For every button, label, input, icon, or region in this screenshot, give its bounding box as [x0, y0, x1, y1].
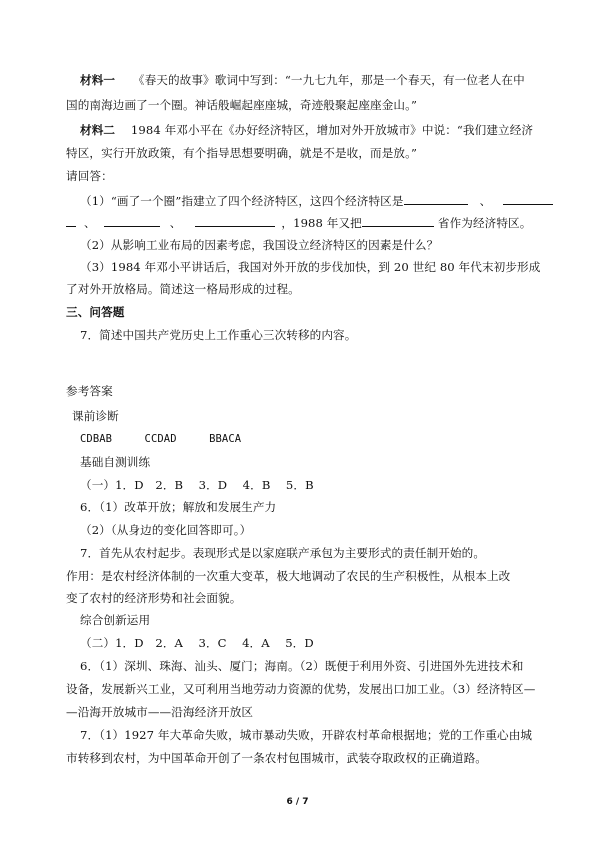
integrated-answers: （二）1．D 2．A 3．C 4．A 5．D: [80, 636, 314, 650]
integrated-heading: 综合创新运用: [80, 613, 151, 627]
question-1-text: （1）“画了一个圈”指建立了四个经济特区，这四个经济特区是: [80, 194, 404, 208]
answer-b7-line2: 市转移到农村，为中国革命开创了一条农村包围城市，武装夺取政权的正确道路。: [66, 751, 487, 765]
question-1-line1: [80, 194, 553, 208]
question-1-text-2: ，1988 年又把: [281, 216, 362, 230]
material1-text-1: 《春天的故事》歌词中写到：“一九七九年，那是一个春天，有一位老人在中: [132, 73, 525, 87]
material2-line1: [80, 123, 533, 137]
basic-test-heading: 基础自测训练: [80, 455, 151, 469]
answer-7-line3: 变了农村的经济形势和社会面貌。: [66, 591, 242, 605]
separator: 、: [479, 194, 492, 208]
material1-line2: 国的南海边画了一个圈。神话般崛起座座城，奇迹般聚起座座金山。”: [66, 98, 418, 112]
separator: 、: [169, 216, 182, 230]
answer-7-line1: 7．首先从农村起步。表现形式是以家庭联产承包为主要形式的责任制开始的。: [80, 546, 486, 560]
question-3-line1: （3）1984 年邓小平讲话后，我国对外开放的步伐加快，到 20 世纪 80 年代末初步形成: [80, 260, 541, 274]
section-heading-3: 三、问答题: [66, 305, 125, 319]
question-1-text-3: 省作为经济特区。: [437, 216, 532, 230]
material2-text-1: 1984 年邓小平在《办好经济特区，增加对外开放城市》中说：“我们建立经济: [130, 123, 534, 137]
page-number: 6 / 7: [286, 797, 309, 807]
question-7: 7．简述中国共产党历史上工作重心三次转移的内容。: [80, 328, 357, 342]
answer-6-line1: 6．（1）改革开放；解放和发展生产力: [80, 500, 277, 514]
answer-7-line2: 作用：是农村经济体制的一次重大变革，极大地调动了农民的生产积极性，从根本上改: [66, 569, 511, 583]
answer-blank-2a[interactable]: [503, 194, 553, 205]
basic-test-answers: （一）1．D 2．B 3．D 4．B 5．B: [80, 478, 314, 492]
pre-diagnosis-answers: [80, 432, 241, 446]
answer-b7-line1: 7．（1）1927 年大革命失败，城市暴动失败，开辟农村革命根据地；党的工作重心由城: [80, 728, 533, 742]
answer-b6-line2: 设备，发展新兴工业，又可利用当地劳动力资源的优势，发展出口加工业。（3）经济特区—: [66, 682, 536, 696]
answer-blank-4[interactable]: [195, 216, 275, 227]
material1-line1: [80, 73, 525, 87]
pre-diag-group-3: BBACA: [209, 433, 242, 445]
prompt-text: 请回答：: [66, 169, 113, 183]
pre-diag-group-2: CCDAD: [144, 433, 177, 445]
answer-6-line2: （2）（从身边的变化回答即可。）: [80, 523, 252, 537]
answer-b6-line1: 6．（1）深圳、珠海、汕头、厦门；海南。（2）既便于利用外资、引进国外先进技术和: [80, 659, 524, 673]
answers-heading: 参考答案: [66, 384, 113, 398]
answer-blank-5[interactable]: [362, 216, 434, 227]
pre-diagnosis-heading: 课前诊断: [72, 409, 119, 423]
question-2: （2）从影响工业布局的因素考虑，我国设立经济特区的因素是什么？: [80, 238, 439, 252]
separator: 、: [84, 216, 96, 230]
answer-blank-2b[interactable]: [66, 216, 76, 227]
question-1-line2: [66, 216, 531, 230]
material2-label: 材料二: [80, 123, 116, 137]
material2-line2: 特区，实行开放政策，有个指导思想要明确，就是不是收，而是放。”: [66, 146, 418, 160]
question-3-line2: 了对外开放格局。简述这一格局形成的过程。: [66, 282, 300, 296]
answer-b6-line3: —沿海开放城市——沿海经济开放区: [66, 705, 254, 719]
answer-blank-1[interactable]: [404, 194, 468, 205]
answer-blank-3[interactable]: [104, 216, 160, 227]
material1-label: 材料一: [80, 73, 116, 87]
pre-diag-group-1: CDBAB: [80, 433, 113, 445]
